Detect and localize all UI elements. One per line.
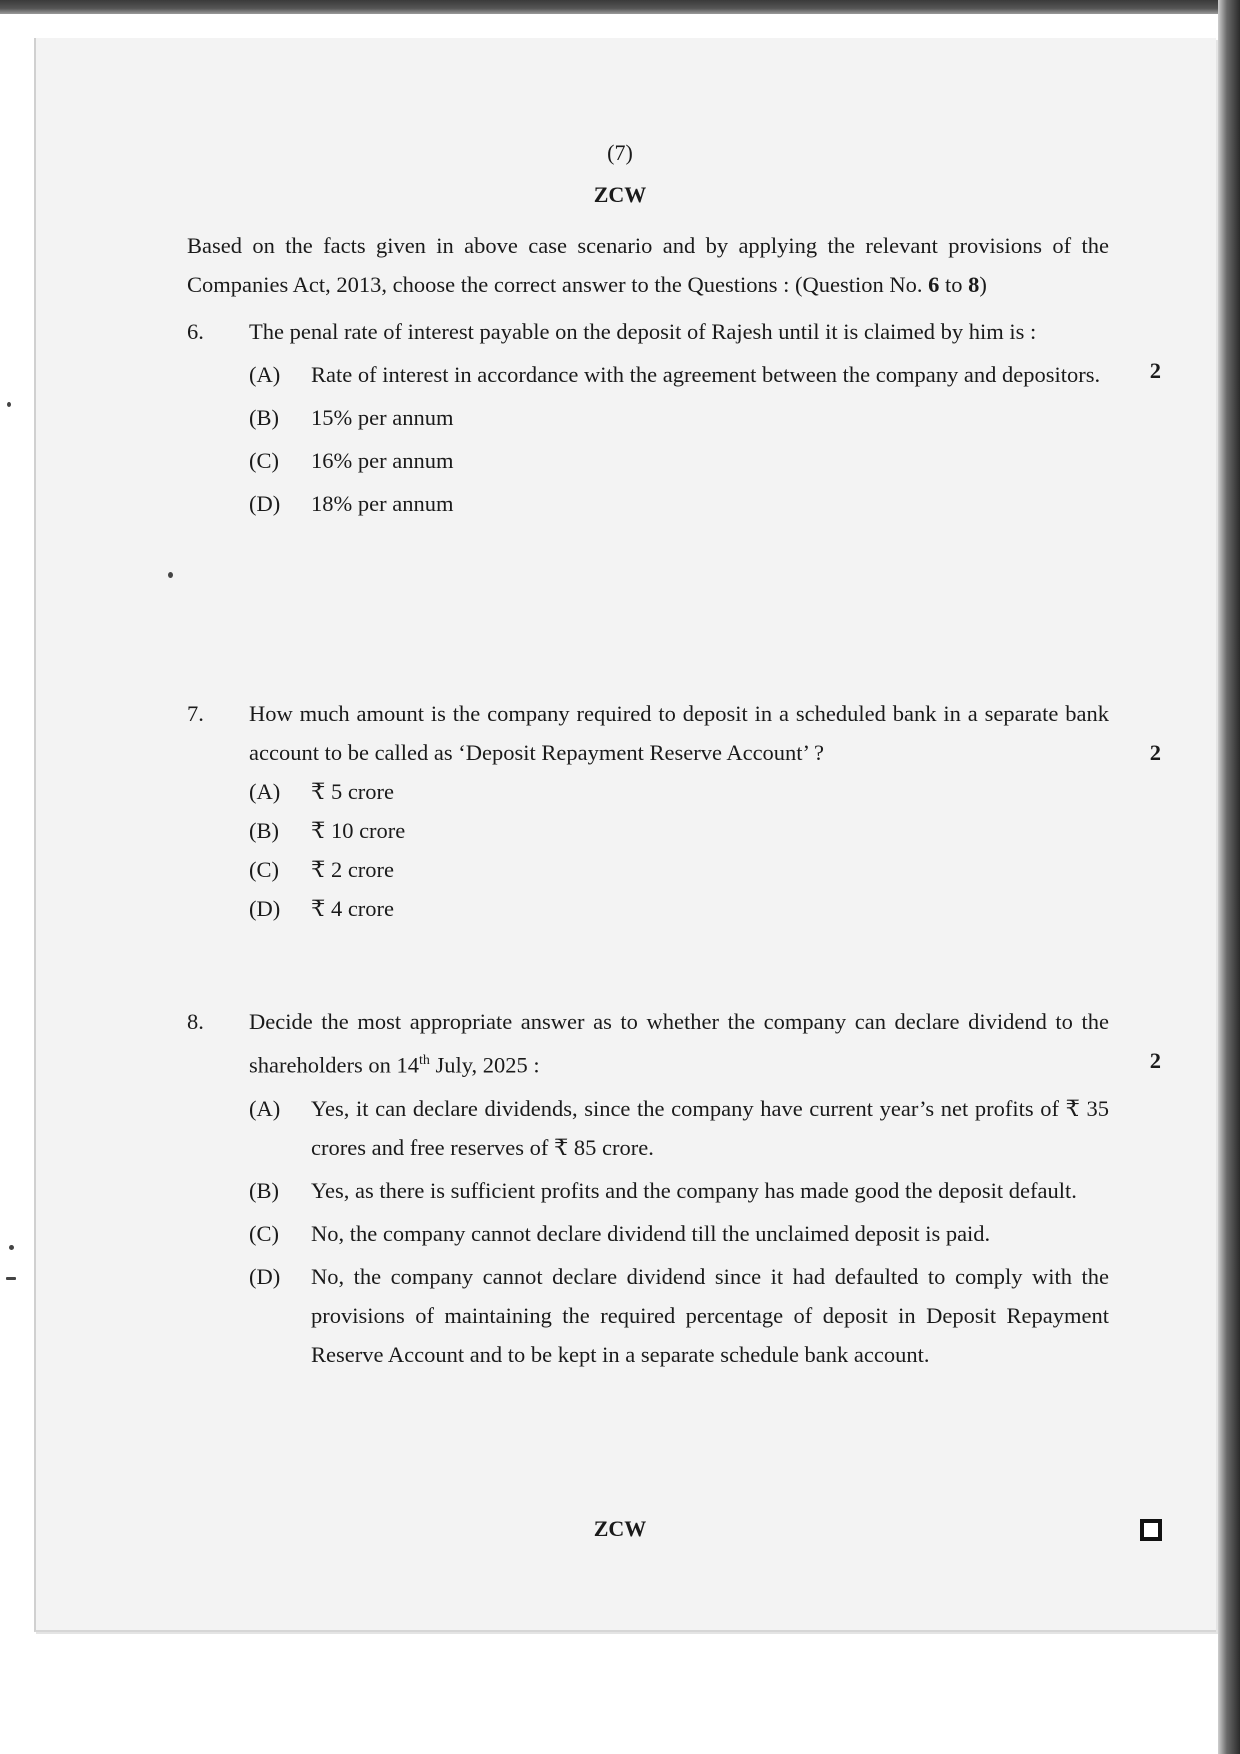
option-c (249, 1214, 1109, 1253)
option-text: 15% per annum (311, 405, 454, 430)
question-marks: 2 (1149, 358, 1161, 383)
scan-top-edge (0, 0, 1240, 14)
question-text-main: Decide the most appropriate answer as to whether the company can declare dividend to the shareholders on 14 (249, 1009, 1109, 1078)
option-letter: (B) (249, 818, 279, 843)
option-d (249, 484, 1109, 523)
question-text: How much amount is the company required to deposit in a scheduled bank in a separate bank account to be called as ‘Deposit Repayment Reserve Account’ ? (249, 701, 1109, 765)
option-letter: (C) (249, 857, 279, 882)
paper-code: ZCW (593, 182, 647, 207)
question-text-end: July, 2025 : (429, 1052, 540, 1078)
question-text: The penal rate of interest payable on the deposit of Rajesh until it is claimed by him is : (249, 319, 1037, 344)
option-text: 18% per annum (311, 491, 454, 516)
option-text: ₹ 10 crore (311, 818, 406, 843)
option-letter: (D) (249, 491, 281, 516)
option-text: Yes, as there is sufficient profits and the company has made good the deposit default. (311, 1177, 1077, 1203)
option-d (249, 1257, 1109, 1374)
scan-speck (9, 1245, 14, 1250)
case-intro (187, 226, 1109, 304)
option-text: ₹ 2 crore (311, 857, 395, 882)
paper-code-footer: ZCW (593, 1516, 647, 1541)
option-b (249, 398, 1109, 437)
scan-speck (6, 1277, 16, 1280)
scan-right-edge (1218, 0, 1240, 1754)
option-letter: (A) (249, 362, 281, 387)
option-text: ₹ 5 crore (311, 779, 395, 804)
option-a (249, 772, 1109, 811)
page-number: (7) (607, 140, 633, 165)
option-letter: (A) (249, 1095, 281, 1121)
option-a (249, 1089, 1109, 1167)
option-letter: (A) (249, 779, 281, 804)
option-letter: (C) (249, 448, 279, 473)
question-text (249, 1002, 1109, 1085)
option-text: No, the company cannot declare dividend since it had defaulted to comply with the provisions of maintaining the required percentage of deposit in Deposit Repayment Reserve Account and to be kept in a separate schedule bank account. (311, 1263, 1109, 1367)
option-letter: (B) (249, 405, 279, 430)
intro-q-from: 6 (928, 272, 940, 297)
option-a (249, 355, 1109, 394)
ordinal-suffix: th (418, 1053, 430, 1068)
scan-speck (168, 572, 173, 578)
option-d (249, 889, 1109, 928)
option-letter: (D) (249, 1263, 281, 1289)
scan-speck (7, 402, 11, 407)
option-text: Yes, it can declare dividends, since the company have current year’s net profits of ₹ 35 crores and free reserves of ₹ 85 crore. (311, 1095, 1109, 1160)
question-marks: 2 (1149, 1048, 1161, 1073)
question-6 (187, 312, 1161, 523)
option-text: No, the company cannot declare dividend till the unclaimed deposit is paid. (311, 1220, 991, 1246)
option-c (249, 441, 1109, 480)
question-number: 7. (187, 701, 204, 726)
option-text: 16% per annum (311, 448, 454, 473)
question-marks: 2 (1149, 740, 1161, 765)
question-7 (187, 694, 1161, 928)
option-b (249, 1171, 1109, 1210)
option-text: ₹ 4 crore (311, 896, 395, 921)
intro-close: ) (979, 272, 987, 297)
question-number: 6. (187, 319, 204, 344)
question-8 (187, 1002, 1161, 1374)
option-letter: (B) (249, 1177, 279, 1203)
intro-to: to (939, 272, 969, 297)
option-b (249, 811, 1109, 850)
question-number: 8. (187, 1009, 204, 1034)
option-c (249, 850, 1109, 889)
option-text: Rate of interest in accordance with the agreement between the company and depositors. (311, 362, 1101, 387)
square-box-icon (1140, 1519, 1162, 1541)
option-letter: (C) (249, 1220, 279, 1246)
intro-text: Based on the facts given in above case scenario and by applying the relevant provisions of the Companies Act, 2013, choose the correct answer to the Questions : (Question No. (187, 233, 1109, 297)
option-letter: (D) (249, 896, 281, 921)
intro-q-to: 8 (968, 272, 980, 297)
